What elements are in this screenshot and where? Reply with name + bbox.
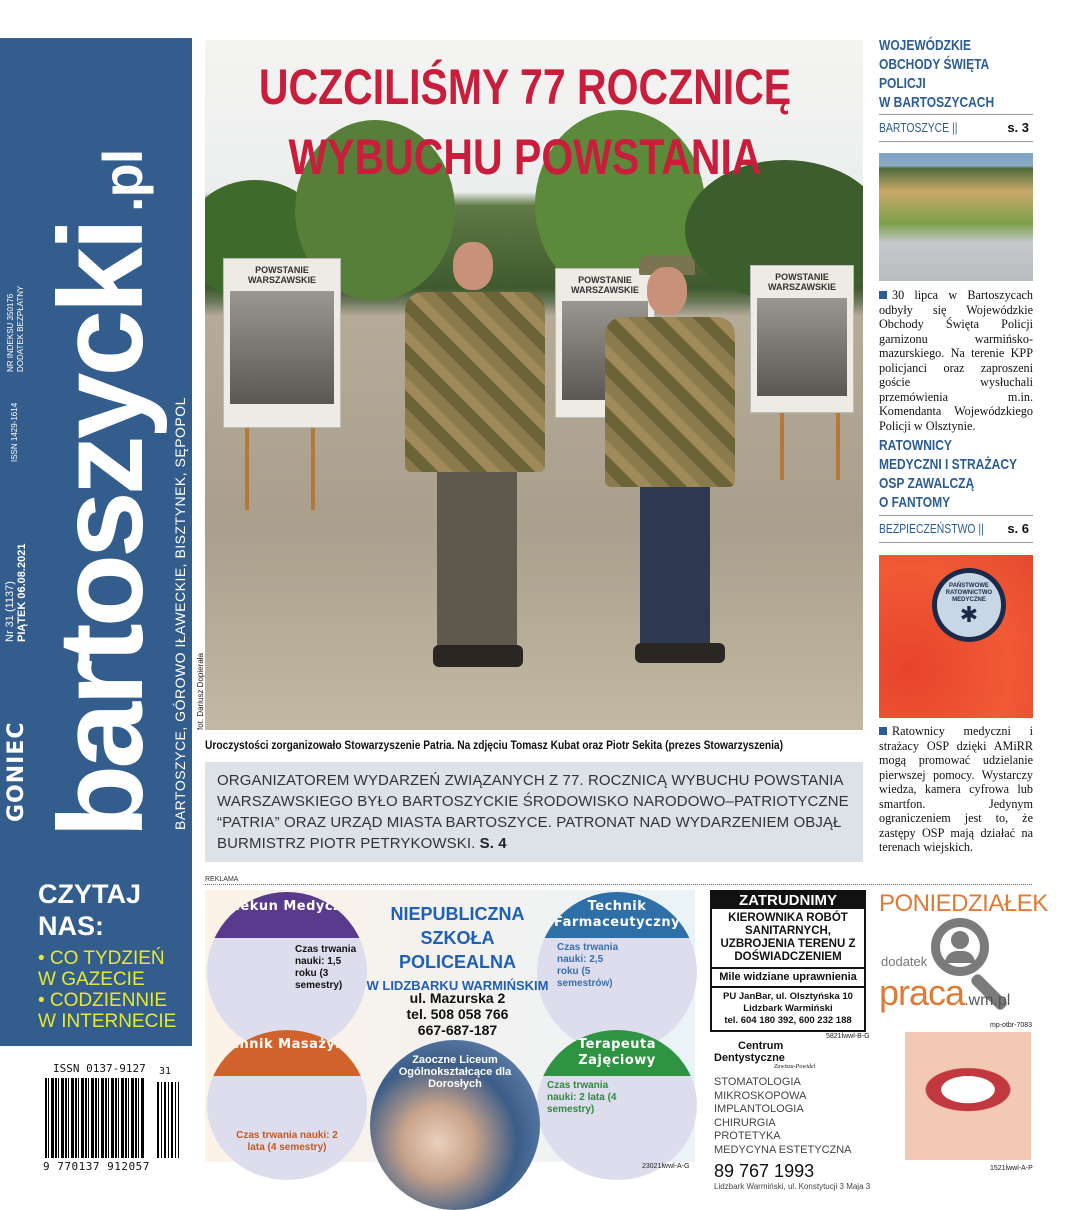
headline-line: W BARTOSZYCACH [879, 94, 995, 111]
job-position: KIEROWNIKA ROBÓT SANITARNYCH, UZBROJENIA TERENU Z DOŚWIADCZENIEM [712, 909, 864, 969]
dental-slogan: Zawisza-Powidel [774, 1064, 816, 1070]
headline-line: OSP ZAWALCZĄ [879, 475, 975, 492]
service-item: MEDYCYNA ESTETYCZNA [714, 1143, 852, 1156]
poster-title: POWSTANIE WARSZAWSKIE [247, 265, 316, 285]
headline-line: O FANTOMY [879, 494, 951, 511]
barcode [45, 1062, 195, 1182]
person-right [585, 255, 755, 675]
masthead-logo [0, 2, 192, 842]
magnifier-person-icon [931, 918, 989, 976]
lead-text: ORGANIZATOREM WYDARZEŃ ZWIĄZANYCH Z 77. ROCZNICĄ WYBUCHU POWSTANIA WARSZAWSKIEGO BYŁO BARTOSZYCKIE ŚRODOWISKO NARODOWO–PATRIOTYCZNE “PATRIA” ORAZ URZĄD MIASTA BARTOSZYCE. PATRONAT NAD WYDARZENIEM OBJĄŁ BURMISTRZ PIOTR PETRYKOWSKI. [217, 772, 849, 852]
course-duration: Czas trwania nauki: 2,5 roku (5 semestrów) [557, 942, 619, 989]
poster-title: POWSTANIE WARSZAWSKIE [767, 272, 836, 292]
praca-day: PONIEDZIAŁEK [879, 890, 1048, 917]
side-section-rescue [879, 515, 1033, 543]
dental-name-2: Dentystyczne [714, 1052, 785, 1064]
service-item: STOMATOLOGIA MIKROSKOPOWA [714, 1076, 807, 1102]
poster [223, 258, 341, 428]
headline-line-2: WYBUCHU POWSTANIA [288, 129, 762, 185]
promo-list [38, 948, 176, 1032]
headline-line: POLICJI [879, 75, 926, 92]
logo-goniec: GONIEC [4, 721, 29, 822]
course-name: Terapeuta Zajęciowy [537, 1030, 697, 1076]
side-section-police [879, 114, 1033, 142]
promo-title-2: NAS: [38, 911, 104, 941]
supplement-label: DODATEK BEZPŁATNY [16, 285, 25, 372]
poster-title: POWSTANIE WARSZAWSKIE [570, 275, 639, 295]
side-text-rescue [879, 724, 1033, 855]
praca-ad[interactable] [879, 890, 1048, 1020]
dental-ad[interactable] [714, 1040, 894, 1191]
headline-line: MEDYCZNI I STRAŻACY [879, 456, 1017, 473]
barcode-bars [45, 1078, 145, 1158]
liceum-name: Zaoczne Liceum Ogólnokształcące dla Dorosłych [398, 1054, 512, 1090]
school-title-3: W LIDZBARKU WARMIŃSKIM [366, 978, 549, 993]
course-duration: Czas trwania nauki: 2 lata (4 semestry) [547, 1080, 617, 1115]
photo-caption: Uroczystości zorganizowało Stowarzyszenie Patria. Na zdjęciu Tomasz Kubat oraz Piotr Sekita (prezes Stowarzyszenia) [205, 738, 783, 752]
easel [245, 420, 315, 510]
course-circle [537, 1030, 697, 1180]
course-circle [207, 1030, 367, 1180]
regions-subtitle: BARTOSZYCE, GÓROWO IŁAWECKIE, BISZTYNEK, SĘPOPOL [172, 397, 188, 830]
smile-photo [905, 1032, 1031, 1160]
school-phone-2: 667-687-187 [417, 1022, 498, 1038]
headline-line: WOJEWÓDZKIE [879, 37, 971, 54]
logo-name: bartoszycki [34, 221, 168, 838]
ad-code: 5821lwwl-B-G [826, 1033, 870, 1040]
job-note: Mile widziane uprawnienia [712, 969, 864, 988]
police-photo [879, 153, 1033, 281]
headline-line-1: UCZCILIŚMY 77 ROCZNICĘ [258, 59, 792, 115]
side-headline-rescue[interactable] [879, 436, 1039, 512]
main-headline[interactable] [197, 52, 853, 192]
barcode-addon-bars [157, 1082, 179, 1158]
job-contact-3: tel. 604 180 392, 600 232 188 [724, 1015, 852, 1026]
promo-item: W INTERNECIE [38, 1011, 177, 1032]
job-ad[interactable] [710, 890, 866, 1032]
dental-services [714, 1076, 894, 1157]
course-duration: Czas trwania nauki: 1,5 roku (3 semestry) [295, 944, 357, 991]
promo-title-1: CZYTAJ [38, 879, 142, 909]
praca-dodatek: dodatek [881, 954, 928, 969]
barcode-addon: 31 [159, 1066, 172, 1077]
page-ref[interactable]: s. 6 [1007, 521, 1029, 536]
liceum-circle [370, 1040, 540, 1210]
course-name: Technik Farmaceutyczny [537, 892, 697, 938]
course-circle [207, 892, 367, 1052]
school-phone-1: tel. 508 058 766 [406, 1006, 509, 1022]
ad-label [205, 876, 1032, 885]
index-number: NR INDEKSU 350176 [6, 293, 15, 372]
headline-line: RATOWNICY [879, 437, 952, 454]
issue-number: Nr 31 (1137) [4, 581, 16, 642]
issue-date: PIĄTEK 06.08.2021 [16, 543, 28, 642]
issue-info [4, 544, 28, 642]
praca-tld: .wm.pl [964, 992, 1011, 1009]
service-item: CHIRURGIA [714, 1116, 776, 1129]
article-text: Ratownicy medyczni i strażacy OSP dzięki AMiRR mogą promować udzielanie pierwszej pomocy. Wystarczy wiedza, kamera cyfrowa lub smartfon. Jedynym ograniczeniem jest to, że zastępy OSP mają działać na terenach wiejskich. [879, 724, 1033, 854]
barcode-issn: ISSN 0137-9127 [53, 1062, 146, 1075]
service-item: IMPLANTOLOGIA [714, 1103, 804, 1115]
star-of-life-icon: ✱ [959, 602, 979, 628]
page-ref[interactable]: s. 3 [1007, 120, 1029, 135]
side-text-police [879, 288, 1033, 433]
job-contact-2: Lidzbark Warmiński [743, 1003, 833, 1014]
person-left [375, 240, 575, 680]
ad-code: 1521lwwl-A-P [990, 1165, 1033, 1172]
promo-item: • CO TYDZIEŃ [38, 948, 165, 969]
dental-name-1: Centrum [738, 1040, 784, 1052]
logo-domain: .pl [91, 149, 154, 212]
course-name: Opiekun Medyczny [207, 892, 367, 938]
job-contact-1: PU JanBar, ul. Olsztyńska 10 [723, 991, 853, 1002]
school-address: ul. Mazurska 2 [409, 990, 506, 1006]
course-circle [537, 892, 697, 1052]
promo-item: • CODZIENNIE [38, 990, 168, 1011]
headline-line: OBCHODY ŚWIĘTA [879, 56, 990, 73]
dental-logo [714, 1040, 894, 1064]
lead-box [205, 762, 863, 862]
section-label: BARTOSZYCE || [879, 120, 958, 135]
side-headline-police[interactable] [879, 36, 1039, 112]
issn-inner: ISSN 1429-1614 [10, 402, 19, 462]
school-ad[interactable] [205, 890, 695, 1162]
promo-title [38, 878, 141, 942]
lead-page-ref[interactable]: S. 4 [479, 835, 507, 852]
course-name: Technik Masażysta [207, 1030, 367, 1076]
poster [750, 265, 854, 413]
praca-brand: praca [879, 972, 965, 1013]
bullet-square-icon [879, 727, 887, 735]
ad-label-text: REKLAMA [205, 876, 241, 883]
barcode-number: 9 770137 912057 [43, 1160, 150, 1173]
school-title-2: SZKOŁA POLICEALNA [399, 928, 516, 972]
article-text: 30 lipca w Bartoszycach odbyły się Wojewódzkie Obchody Święta Policji garnizonu warmińsko-mazurskiego. Na terenie KPP policjanci oraz zaproszeni goście wysłuchali przemówienia m.in. Komendanta Wojewódzkiego Policji w Olsztynie. [879, 288, 1033, 433]
dental-phone: 89 767 1993 [714, 1161, 815, 1181]
promo-item: W GAZECIE [38, 969, 145, 990]
school-title [360, 902, 555, 998]
dental-address: Lidzbark Warmiński, ul. Konstytucji 3 Maja 3 [714, 1182, 871, 1191]
school-contact [360, 990, 555, 1038]
course-duration: Czas trwania nauki: 2 lata (4 semestry) [236, 1130, 338, 1153]
service-item: PROTETYKA [714, 1130, 781, 1142]
section-label: BEZPIECZEŃSTWO || [879, 521, 984, 536]
school-title-1: NIEPUBLICZNA [390, 904, 525, 924]
bullet-square-icon [879, 291, 887, 299]
index-info [6, 286, 26, 372]
badge-text: PAŃSTWOWE RATOWNICTWO MEDYCZNE [945, 582, 993, 603]
photo-credit: fot. Dariusz Dopierała [196, 653, 205, 730]
ad-code: mp-otbr-7083 [990, 1022, 1033, 1029]
rescue-badge [932, 568, 1006, 642]
job-ad-title: ZATRUDNIMY [712, 892, 864, 909]
ad-code: 23021lwwl-A-G [642, 1163, 690, 1170]
